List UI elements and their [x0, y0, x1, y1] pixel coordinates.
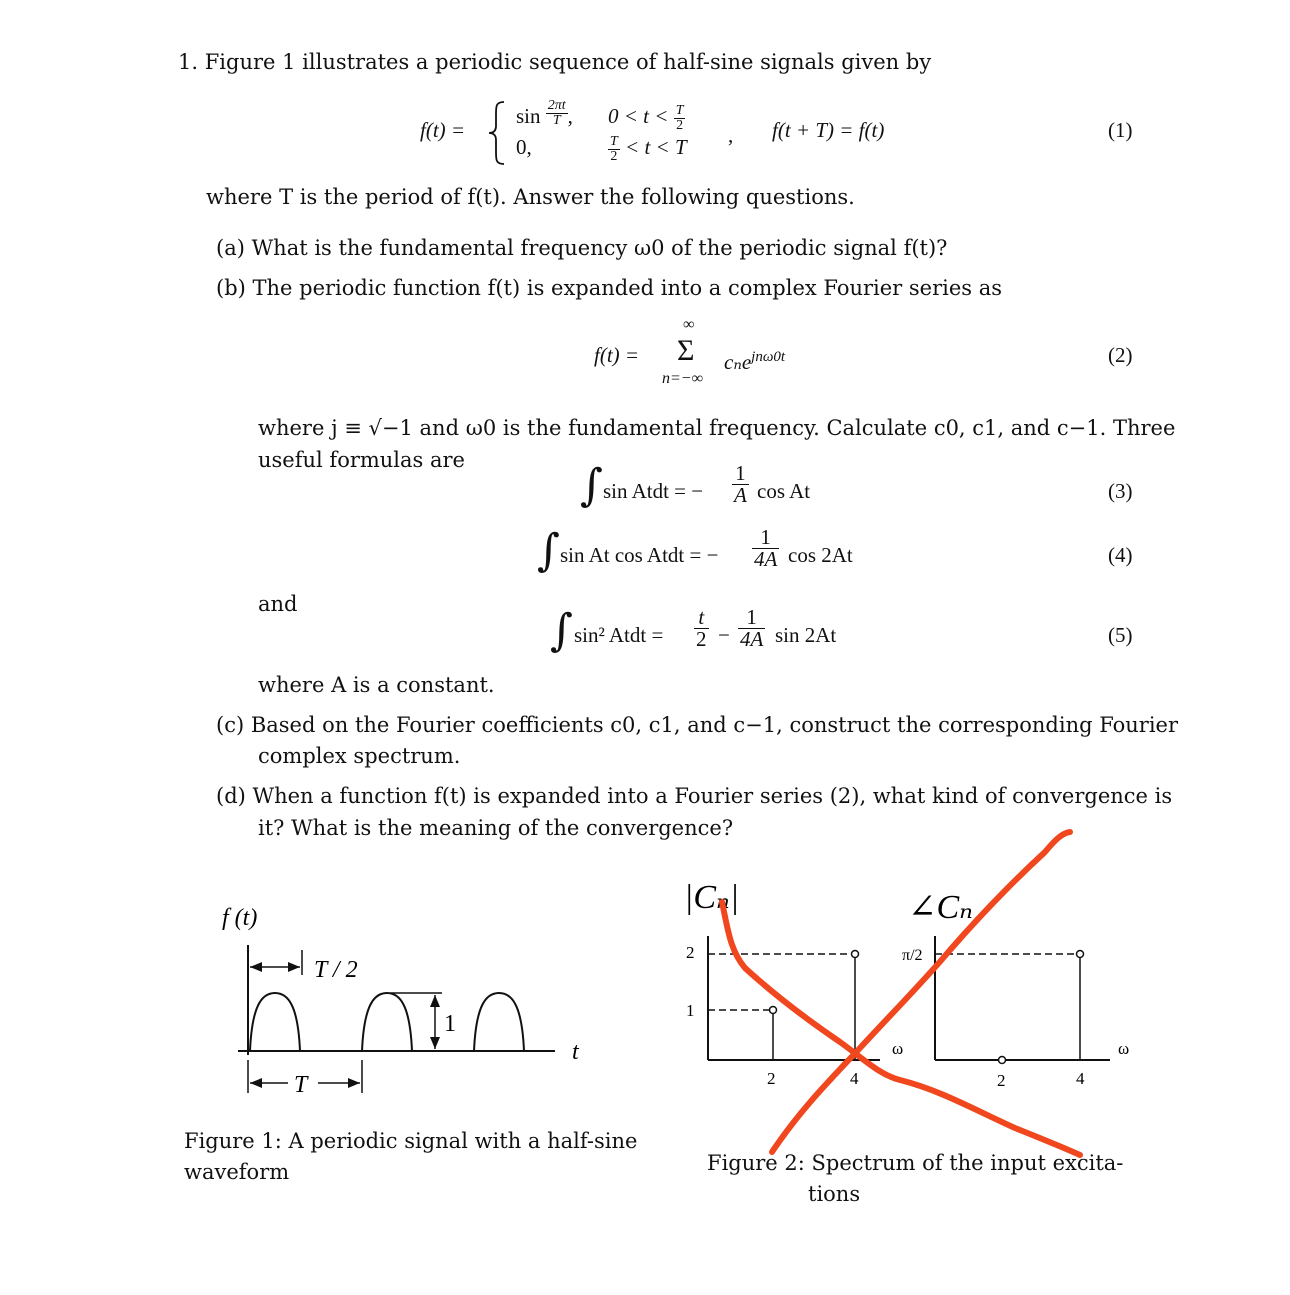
figure-2-spectrum-plot: [670, 860, 1150, 1100]
eq1-cond1-fraction: [674, 104, 686, 133]
eq3-integral-sign: ∫: [580, 460, 603, 511]
eq3-number: (3): [1108, 479, 1133, 503]
fig1-arch-1: [250, 993, 300, 1051]
eq5-integral-sign: ∫: [550, 605, 573, 656]
eq1-cond1: [608, 101, 685, 133]
fig2-phase-title: ∠Cₙ: [908, 889, 973, 926]
fig2-phase-xtick-4: 4: [1076, 1069, 1085, 1088]
fig1-arch-2: [362, 993, 412, 1051]
eq3-lhs: sin Atdt = −: [603, 479, 704, 503]
where-period-text: where T is the period of f(t). Answer the following questions.: [206, 185, 855, 209]
question-d-line2: it? What is the meaning of the convergence?: [258, 816, 734, 840]
eq5-fraction-2: [738, 607, 765, 650]
eq2-sum-top: ∞: [683, 316, 695, 333]
eq4-fraction: [752, 527, 779, 570]
fig2-mag-ytick-1: 1: [686, 1001, 695, 1020]
eq5-rhs: sin 2At: [775, 623, 837, 647]
eq1-cond2-fraction: [608, 135, 620, 164]
eq1-cond1-num: T: [675, 102, 684, 118]
figure-2-caption-line2: tions: [808, 1182, 861, 1206]
fig1-amp-arrow-down: [430, 1037, 440, 1049]
figure-1-caption-line1: Figure 1: A periodic signal with a half-sine: [184, 1129, 638, 1153]
fig2-phase-xtick-2: 2: [997, 1071, 1006, 1090]
eq5-frac2: [738, 607, 765, 650]
fig2-phase-ytick: π/2: [902, 947, 923, 964]
eq2-term: [724, 342, 785, 377]
eq2-lhs: f(t) =: [594, 343, 640, 367]
eq5-den2: 4A: [740, 627, 764, 651]
eq1-arg-fraction: [546, 99, 568, 128]
fig1-period-arrowhead-left: [250, 1078, 262, 1088]
figure-1-signal-plot: [210, 895, 610, 1105]
and-text: and: [258, 592, 298, 616]
fig1-half-period-label: T / 2: [314, 957, 358, 983]
eq5-number: (5): [1108, 623, 1133, 647]
eq1-lhs: f(t) =: [420, 118, 466, 142]
fig1-xlabel: t: [572, 1039, 579, 1065]
fig1-period-label: T: [294, 1072, 308, 1098]
eq3-fraction: [732, 463, 749, 506]
eq5-frac1: [694, 607, 709, 650]
fig1-amp-arrow-up: [430, 995, 440, 1007]
eq1-arg-den: T: [552, 112, 561, 128]
eq4-lhs: sin At cos Atdt = −: [560, 543, 719, 567]
question-d-line1: (d) When a function f(t) is expanded into a Fourier series (2), what kind of convergence is: [216, 784, 1173, 808]
eq1-case2: 0,: [516, 135, 532, 159]
problem-number: 1.: [178, 50, 199, 74]
eq3-num: 1: [732, 463, 749, 485]
fig2-mag-point-n4: [852, 951, 859, 958]
fig2-phase-point-n2: [999, 1057, 1006, 1064]
figure-1-caption-line2: waveform: [184, 1160, 290, 1184]
eq1-sep: ,: [728, 123, 734, 147]
eq2-sum-bottom: n=−∞: [662, 370, 703, 387]
eq1-cond2: [608, 132, 687, 164]
eq1-number: (1): [1108, 118, 1133, 142]
where-j-text: where j ≡ √−1 and ω0 is the fundamental frequency. Calculate c0, c1, and c−1. Three: [258, 416, 1176, 440]
useful-formulas-text: useful formulas are: [258, 448, 465, 472]
fig1-amplitude-label: 1: [444, 1011, 456, 1037]
eq1-arg-num: 2πt: [547, 97, 566, 113]
fig1-ylabel: f (t): [222, 905, 258, 931]
eq1-sin: sin: [516, 104, 541, 128]
fig1-arrowhead-right: [288, 962, 300, 972]
eq4-frac: [752, 527, 779, 570]
intro-text: Figure 1 illustrates a periodic sequence of half-sine signals given by: [204, 50, 932, 74]
eq1-periodicity: f(t + T) = f(t): [772, 118, 885, 142]
eq4-den: 4A: [754, 547, 778, 571]
eq2-term-base: cₙe: [724, 350, 752, 374]
eq2-exponent: jnω0t: [751, 349, 786, 365]
problem-intro: [178, 47, 931, 77]
eq3-den: A: [734, 483, 747, 507]
fig1-period-arrowhead-right: [348, 1078, 360, 1088]
eq3-rhs: cos At: [757, 479, 811, 503]
eq5-minus: −: [718, 623, 730, 647]
eq4-num: 1: [752, 527, 779, 549]
eq1-cond2-den: 2: [610, 148, 618, 164]
eq1-case1: sin $\frac{2\pi t}{T}$ ,: [516, 97, 573, 128]
eq4-rhs: cos 2At: [788, 543, 853, 567]
eq5-den1: 2: [696, 627, 707, 651]
fig2-mag-title: |Cₙ|: [684, 879, 740, 916]
eq1-cond1-left: 0 < t <: [608, 104, 669, 128]
eq1-cond2-right: < t < T: [625, 135, 687, 159]
fig1-arrowhead-left: [250, 962, 262, 972]
eq1-cond2-num: T: [610, 133, 618, 149]
eq4-number: (4): [1108, 543, 1133, 567]
fig2-mag-omega-label: ω: [892, 1039, 904, 1058]
where-a-text: where A is a constant.: [258, 673, 495, 697]
fig2-phase-point-n4: [1077, 951, 1084, 958]
fig1-arch-3: [474, 993, 524, 1051]
question-a: (a) What is the fundamental frequency ω0 of the periodic signal f(t)?: [216, 236, 948, 260]
eq3-frac: [732, 463, 749, 506]
eq2-number: (2): [1108, 343, 1133, 367]
fig2-mag-xtick-4: 4: [850, 1069, 859, 1088]
eq1-cond1-den: 2: [676, 117, 684, 133]
question-c-line1: (c) Based on the Fourier coefficients c0, c1, and c−1, construct the corresponding Fourier: [216, 713, 1179, 737]
eq4-integral-sign: ∫: [537, 525, 560, 576]
fig2-phase-omega-label: ω: [1118, 1039, 1130, 1058]
question-c-line2: complex spectrum.: [258, 744, 461, 768]
eq5-fraction-1: [694, 607, 709, 650]
fig2-mag-xtick-2: 2: [767, 1069, 776, 1088]
eq1-brace: [486, 100, 508, 166]
eq2-sum: Σ: [677, 334, 695, 367]
eq5-lhs: sin² Atdt =: [574, 623, 664, 647]
eq5-num2: 1: [738, 607, 765, 629]
figure-2-caption-line1: Figure 2: Spectrum of the input excita-: [707, 1151, 1124, 1175]
question-b: (b) The periodic function f(t) is expanded into a complex Fourier series as: [216, 276, 1003, 300]
fig2-mag-point-n2: [770, 1007, 777, 1014]
fig2-mag-ytick-2: 2: [686, 943, 695, 962]
eq5-num1: t: [694, 607, 709, 629]
